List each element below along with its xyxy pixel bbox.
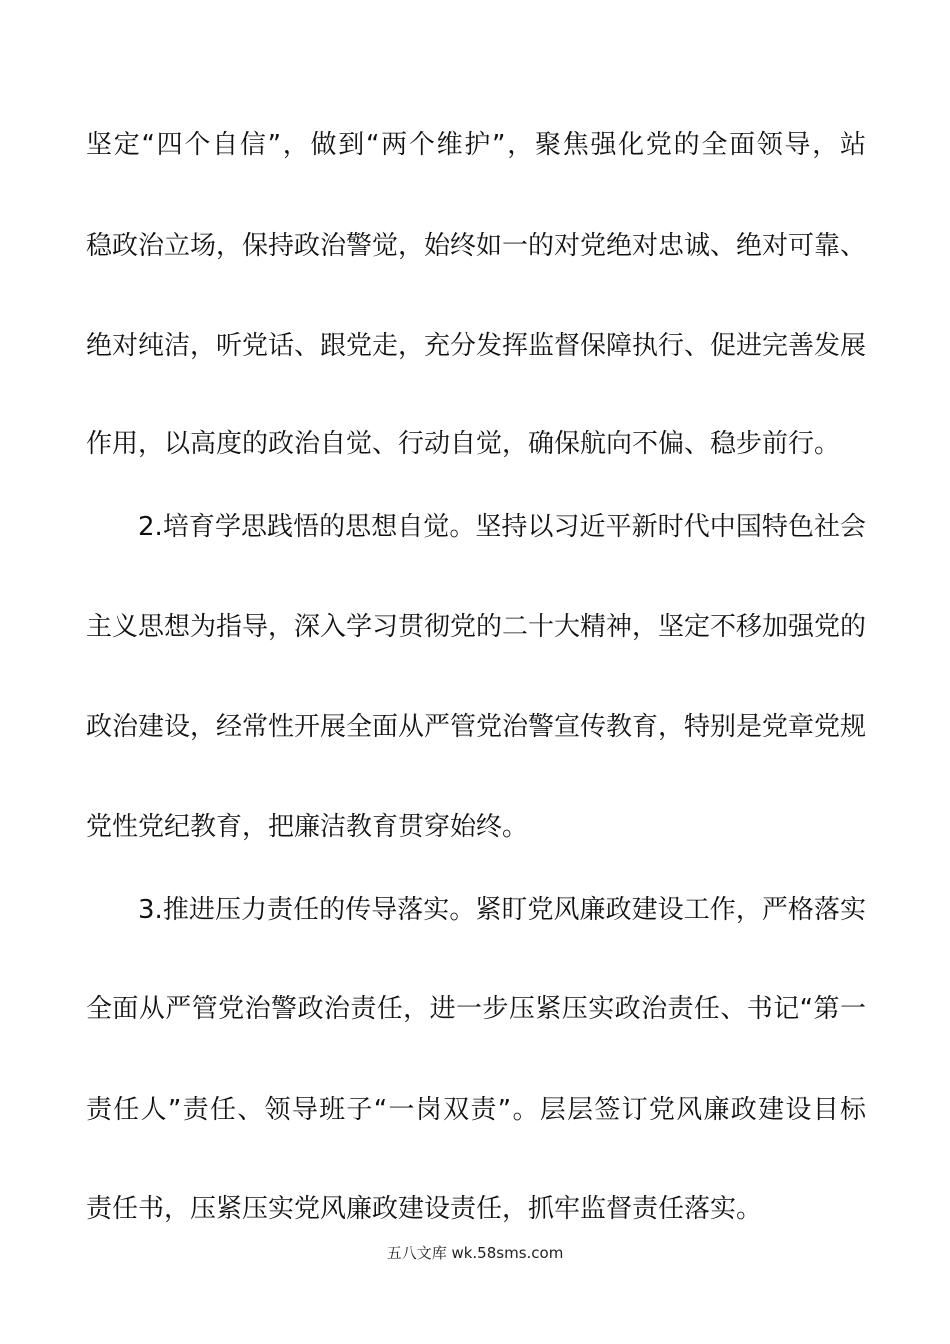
paragraph-3-line-3: 责任人”责任、领导班子“一岗双责”。层层签订党风廉政建设目标 — [86, 1095, 866, 1125]
paragraph-1-line-1: 坚定“四个自信”，做到“两个维护”，聚焦强化党的全面领导，站 — [86, 130, 866, 160]
footer-watermark: 五八文库 wk.58sms.com — [386, 1244, 564, 1262]
paragraph-2-line-3: 政治建设，经常性开展全面从严管党治警宣传教育，特别是党章党规 — [86, 712, 867, 742]
paragraph-3-line-4: 责任书，压紧压实党风廉政建设责任，抓牢监督责任落实。 — [86, 1194, 763, 1224]
paragraph-1-line-4: 作用，以高度的政治自觉、行动自觉，确保航向不偏、稳步前行。 — [86, 429, 841, 459]
paragraph-3-line-2: 全面从严管党治警政治责任，进一步压紧压实政治责任、书记“第一 — [86, 994, 866, 1024]
paragraph-1-line-2: 稳政治立场，保持政治警觉，始终如一的对党绝对忠诚、绝对可靠、 — [86, 231, 867, 261]
paragraph-2-line-1: 2.培育学思践悟的思想自觉。坚持以习近平新时代中国特色社会 — [138, 512, 866, 542]
paragraph-2-line-2: 主义思想为指导，深入学习贯彻党的二十大精神，坚定不移加强党的 — [86, 612, 867, 642]
paragraph-2-line-4: 党性党纪教育，把廉洁教育贯穿始终。 — [86, 812, 529, 842]
paragraph-3-line-1: 3.推进压力责任的传导落实。紧盯党风廉政建设工作，严格落实 — [138, 895, 866, 925]
paragraph-1-line-3: 绝对纯洁，听党话、跟党走，充分发挥监督保障执行、促进完善发展 — [86, 331, 867, 361]
